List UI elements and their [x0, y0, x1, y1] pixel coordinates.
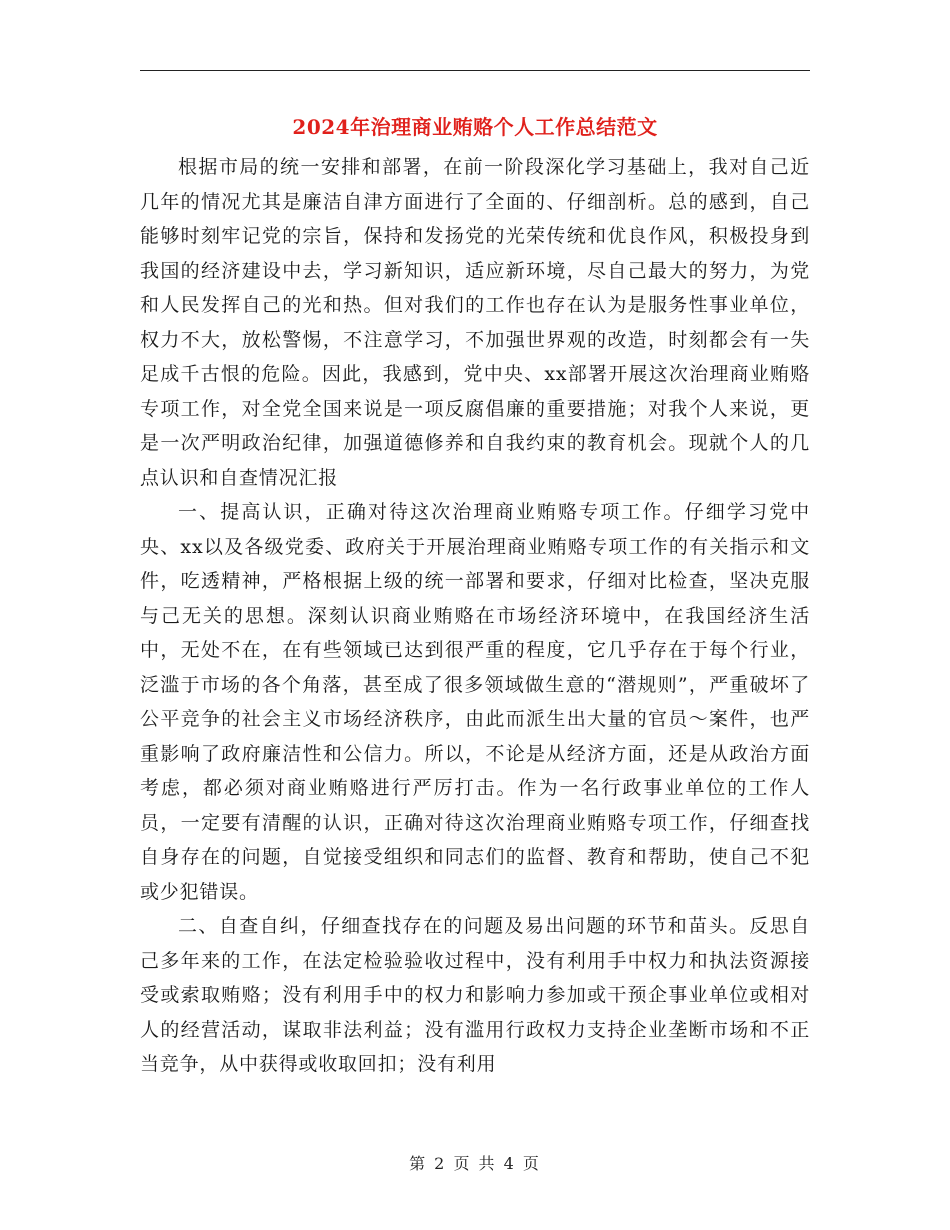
body-paragraph-1: 根据市局的统一安排和部署，在前一阶段深化学习基础上，我对自己近几年的情况尤其是廉洁自津方面进行了全面的、仔细剖析。总的感到，自己能够时刻牢记党的宗旨，保持和发扬党的光荣传统和优良作风，积极投身到我国的经济建设中去，学习新知识，适应新环境，尽自己最大的努力，为党和人民发挥自己的光和热。但对我们的工作也存在认为是服务性事业单位，权力不大，放松警惕，不注意学习，不加强世界观的改造，时刻都会有一失足成千古恨的危险。因此，我感到，党中央、xx部署开展这次治理商业贿赂专项工作，对全党全国来说是一项反腐倡廉的重要措施；对我个人来说，更是一次严明政治纪律，加强道德修养和自我约束的教育机会。现就个人的几点认识和自查情况汇报 — [140, 156, 810, 489]
page-number-footer: 第 2 页 共 4 页 — [409, 1154, 541, 1173]
document-body — [140, 150, 810, 1090]
body-paragraph-2: 一、提高认识，正确对待这次治理商业贿赂专项工作。仔细学习党中央、xx以及各级党委、政府关于开展治理商业贿赂专项工作的有关指示和文件，吃透精神，严格根据上级的统一部署和要求，仔细对比检查，坚决克服与己无关的思想。深刻认识商业贿赂在市场经济环境中，在我国经济生活中，无处不在，在有些领域已达到很严重的程度，它几乎存在于每个行业，泛滥于市场的各个角落，甚至成了很多领域做生意的“潜规则”，严重破坏了公平竞争的社会主义市场经济秩序，由此而派生出大量的官员～案件，也严重影响了政府廉洁性和公信力。所以，不论是从经济方面，还是从政治方面考虑，都必须对商业贿赂进行严厉打击。作为一名行政事业单位的工作人员，一定要有清醒的认识，正确对待这次治理商业贿赂专项工作，仔细查找自身存在的问题，自觉接受组织和同志们的监督、教育和帮助，使自己不犯或少犯错误。 — [140, 501, 810, 903]
document-title: 2024年治理商业贿赂个人工作总结范文 — [292, 115, 658, 139]
header-rule — [140, 70, 810, 71]
body-paragraph-3: 二、自查自纠，仔细查找存在的问题及易出问题的环节和苗头。反思自己多年来的工作，在法定检验验收过程中，没有利用手中权力和执法资源接受或索取贿赂；没有利用手中的权力和影响力参加或干预企事业单位或相对人的经营活动，谋取非法利益；没有滥用行政权力支持企业垄断市场和不正当竞争，从中获得或收取回扣；没有利用 — [140, 915, 810, 1075]
